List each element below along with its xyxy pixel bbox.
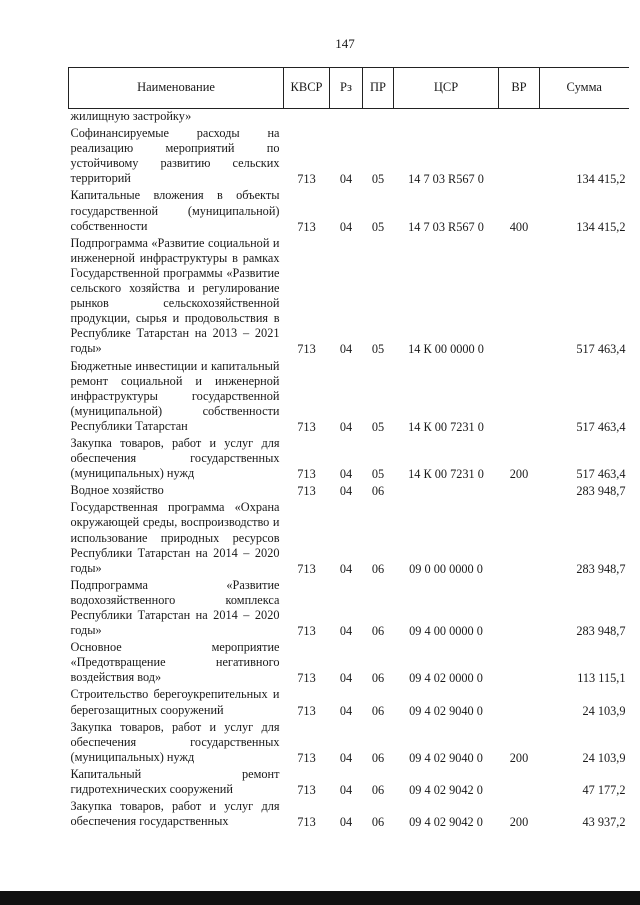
cell-vr: 200 bbox=[509, 467, 529, 482]
cell-pr: 06 bbox=[371, 484, 385, 499]
cell-vr bbox=[499, 126, 540, 188]
table-row bbox=[69, 109, 629, 127]
table-row bbox=[69, 483, 629, 500]
cell-kvsr bbox=[284, 109, 330, 127]
table-row bbox=[69, 799, 629, 831]
table-row bbox=[69, 359, 629, 436]
cell-csr: 09 4 02 0000 0 bbox=[409, 671, 483, 686]
cell-vr: 200 bbox=[509, 750, 529, 765]
cell-csr: 14 К 00 7231 0 bbox=[408, 419, 484, 434]
cell-vr bbox=[499, 359, 540, 436]
cell-csr: 09 4 02 9042 0 bbox=[409, 783, 483, 798]
table-row bbox=[69, 436, 629, 483]
cell-name: Софинансируемые расходы на реализацию мероприятий по устойчивому развитию сельских территорий bbox=[70, 126, 280, 186]
cell-kvsr: 713 bbox=[297, 783, 316, 798]
cell-pr: 05 bbox=[371, 419, 385, 434]
cell-name: Строительство берегоукрепительных и берегозащитных сооружений bbox=[70, 687, 280, 717]
cell-rz: 04 bbox=[339, 783, 353, 798]
cell-kvsr: 713 bbox=[297, 467, 316, 482]
cell-csr: 09 4 02 9040 0 bbox=[409, 750, 483, 765]
cell-sum: 283 948,7 bbox=[576, 561, 626, 576]
column-header-csr: ЦСР bbox=[394, 68, 499, 109]
table-row bbox=[69, 126, 629, 188]
cell-csr: 14 7 03 R567 0 bbox=[408, 172, 484, 187]
cell-name: Закупка товаров, работ и услуг для обеспечения государственных (муниципальных) нужд bbox=[70, 435, 280, 481]
cell-sum: 283 948,7 bbox=[576, 484, 626, 499]
cell-rz: 04 bbox=[339, 671, 353, 686]
cell-sum: 24 103,9 bbox=[582, 750, 626, 765]
cell-sum: 517 463,4 bbox=[576, 419, 626, 434]
cell-name: Государственная программа «Охрана окружающей среды, воспроизводство и использование природных ресурсов Республики Татарстан на 2014 – 2020 годы» bbox=[70, 500, 280, 575]
budget-table bbox=[68, 67, 629, 831]
cell-kvsr: 713 bbox=[297, 342, 316, 357]
cell-name: Подпрограмма «Развитие водохозяйственного комплекса Республики Татарстан на 2014 – 2020 годы» bbox=[70, 577, 280, 638]
column-header-vr: ВР bbox=[499, 68, 540, 109]
cell-sum: 517 463,4 bbox=[576, 467, 626, 482]
cell-sum bbox=[540, 109, 629, 127]
cell-csr: 09 4 00 0000 0 bbox=[409, 624, 483, 639]
cell-pr: 06 bbox=[371, 671, 385, 686]
cell-csr: 14 К 00 0000 0 bbox=[408, 342, 484, 357]
table-body bbox=[69, 109, 629, 832]
cell-pr: 05 bbox=[371, 172, 385, 187]
cell-rz bbox=[330, 109, 363, 127]
cell-rz: 04 bbox=[339, 484, 353, 499]
cell-rz: 04 bbox=[339, 703, 353, 718]
cell-name: Капитальные вложения в объекты государственной (муниципальной) собственности bbox=[70, 188, 280, 233]
table-row bbox=[69, 500, 629, 577]
cell-kvsr: 713 bbox=[297, 484, 316, 499]
cell-sum: 24 103,9 bbox=[582, 703, 626, 718]
cell-rz: 04 bbox=[339, 815, 353, 830]
cell-rz: 04 bbox=[339, 172, 353, 187]
column-header-sum: Сумма bbox=[540, 68, 629, 109]
cell-kvsr: 713 bbox=[297, 750, 316, 765]
cell-name: Основное мероприятие «Предотвращение негативного воздействия вод» bbox=[70, 640, 280, 685]
table-row bbox=[69, 236, 629, 359]
cell-csr: 14 7 03 R567 0 bbox=[408, 219, 484, 234]
cell-vr: 200 bbox=[509, 815, 529, 830]
cell-csr: 09 0 00 0000 0 bbox=[409, 561, 483, 576]
cell-name: Закупка товаров, работ и услуг для обеспечения государственных (муниципальных) нужд bbox=[70, 719, 280, 764]
cell-kvsr: 713 bbox=[297, 172, 316, 187]
table-row bbox=[69, 720, 629, 767]
cell-pr: 06 bbox=[371, 815, 385, 830]
cell-kvsr: 713 bbox=[297, 624, 316, 639]
cell-sum: 134 415,2 bbox=[576, 172, 626, 187]
cell-kvsr: 713 bbox=[297, 703, 316, 718]
column-header-pr: ПР bbox=[363, 68, 394, 109]
cell-kvsr: 713 bbox=[297, 671, 316, 686]
table-header-row bbox=[69, 68, 629, 109]
cell-csr: 09 4 02 9042 0 bbox=[409, 815, 483, 830]
cell-vr bbox=[499, 578, 540, 640]
cell-vr bbox=[499, 109, 540, 127]
cell-kvsr: 713 bbox=[297, 561, 316, 576]
cell-rz: 04 bbox=[339, 561, 353, 576]
cell-rz: 04 bbox=[339, 342, 353, 357]
cell-pr: 05 bbox=[371, 342, 385, 357]
scan-bottom-edge bbox=[0, 891, 640, 905]
cell-csr: 09 4 02 9040 0 bbox=[409, 703, 483, 718]
cell-sum: 43 937,2 bbox=[582, 815, 626, 830]
cell-pr bbox=[363, 109, 394, 127]
cell-name: Капитальный ремонт гидротехнических сооружений bbox=[70, 766, 280, 797]
cell-kvsr: 713 bbox=[297, 419, 316, 434]
cell-pr: 06 bbox=[371, 703, 385, 718]
cell-name: Бюджетные инвестиции и капитальный ремонт социальной и инженерной инфраструктуры государственной (муниципальной) собственности Республики Татарстан bbox=[70, 358, 280, 433]
cell-csr bbox=[394, 483, 499, 500]
cell-name: Водное хозяйство bbox=[70, 483, 164, 498]
cell-kvsr: 713 bbox=[297, 219, 316, 234]
cell-rz: 04 bbox=[339, 624, 353, 639]
cell-rz: 04 bbox=[339, 750, 353, 765]
cell-pr: 06 bbox=[371, 561, 385, 576]
cell-kvsr: 713 bbox=[297, 815, 316, 830]
cell-name: Закупка товаров, работ и услуг для обеспечения государственных bbox=[70, 799, 280, 829]
cell-vr bbox=[499, 236, 540, 359]
cell-sum: 113 115,1 bbox=[577, 671, 626, 686]
table-row bbox=[69, 188, 629, 235]
cell-vr: 400 bbox=[509, 219, 529, 234]
cell-pr: 05 bbox=[371, 467, 385, 482]
cell-sum: 283 948,7 bbox=[576, 624, 626, 639]
cell-sum: 134 415,2 bbox=[576, 219, 626, 234]
column-header-rz: Рз bbox=[330, 68, 363, 109]
column-header-name: Наименование bbox=[69, 68, 284, 109]
cell-vr bbox=[499, 483, 540, 500]
table-row bbox=[69, 687, 629, 719]
cell-csr bbox=[394, 109, 499, 127]
cell-pr: 06 bbox=[371, 750, 385, 765]
column-header-kvsr: КВСР bbox=[284, 68, 330, 109]
cell-vr bbox=[499, 687, 540, 719]
cell-vr bbox=[499, 767, 540, 799]
cell-sum: 47 177,2 bbox=[582, 783, 626, 798]
cell-name: Подпрограмма «Развитие социальной и инженерной инфраструктуры в рамках Государственной программы «Развитие сельского хозяйства и регулирование рынков сельскохозяйственной продукции, сырья и продовольствия в Республике Татарстан на 2013 – 2021 годы» bbox=[70, 235, 280, 356]
table-row bbox=[69, 578, 629, 640]
cell-sum: 517 463,4 bbox=[576, 342, 626, 357]
table-row bbox=[69, 767, 629, 799]
table-row bbox=[69, 640, 629, 687]
cell-csr: 14 К 00 7231 0 bbox=[408, 467, 484, 482]
cell-rz: 04 bbox=[339, 467, 353, 482]
cell-rz: 04 bbox=[339, 419, 353, 434]
page-number: 147 bbox=[335, 36, 355, 51]
cell-vr bbox=[499, 640, 540, 687]
cell-pr: 06 bbox=[371, 783, 385, 798]
cell-rz: 04 bbox=[339, 219, 353, 234]
cell-pr: 05 bbox=[371, 219, 385, 234]
cell-pr: 06 bbox=[371, 624, 385, 639]
cell-vr bbox=[499, 500, 540, 577]
cell-name: жилищную застройку» bbox=[70, 109, 192, 123]
